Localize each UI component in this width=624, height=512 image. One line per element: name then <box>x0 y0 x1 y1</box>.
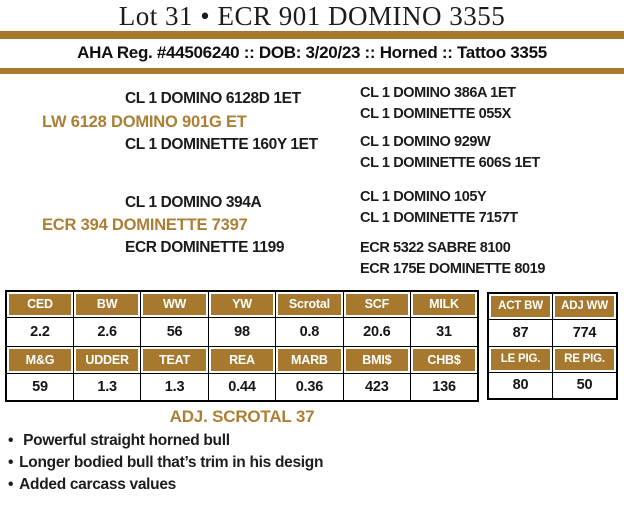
measure-value-row-2 <box>488 372 617 399</box>
epd-header-cell: BMI$ <box>343 346 410 373</box>
pedigree-dam-sire-dam: CL 1 DOMINETTE 7157T <box>360 210 518 226</box>
pedigree-dam-dam: ECR DOMINETTE 1199 <box>125 239 285 256</box>
measure-value-row-1 <box>488 319 617 346</box>
pedigree-dam-sire: CL 1 DOMINO 394A <box>125 194 262 211</box>
gold-divider-bottom <box>0 68 624 74</box>
measure-header-row-2 <box>488 346 617 372</box>
epd-value-cell: 136 <box>411 373 478 401</box>
epd-header-cell: BW <box>73 291 140 317</box>
page-title: Lot 31 • ECR 901 DOMINO 3355 <box>118 1 506 31</box>
epd-header-cell: CHB$ <box>411 346 478 373</box>
epd-value-cell: 59 <box>6 373 73 401</box>
epd-header-row-2 <box>6 346 478 373</box>
epd-header-cell: MILK <box>411 291 478 317</box>
pedigree-dam: ECR 394 DOMINETTE 7397 <box>42 216 248 234</box>
adj-scrotal-line: ADJ. SCROTAL 37 <box>169 407 315 426</box>
note-text: Powerful straight horned bull <box>23 432 230 449</box>
pedigree-sire-dam: CL 1 DOMINETTE 160Y 1ET <box>125 136 318 153</box>
note-text: Added carcass values <box>19 476 176 493</box>
measure-header-cell: LE PIG. <box>488 346 553 372</box>
measure-value-cell: 50 <box>553 372 618 399</box>
epd-value-cell: 0.8 <box>276 317 343 346</box>
measure-header-row-1 <box>488 293 617 319</box>
pedigree-dam-dam-dam: ECR 175E DOMINETTE 8019 <box>360 261 546 277</box>
epd-header-cell: YW <box>208 291 275 317</box>
epd-header-cell: Scrotal <box>276 291 343 317</box>
registration-line: AHA Reg. #44506240 :: DOB: 3/20/23 :: Horned :: Tattoo 3355 <box>77 43 547 62</box>
pedigree-sire-dam-dam: CL 1 DOMINETTE 606S 1ET <box>360 155 540 171</box>
epd-value-cell: 31 <box>411 317 478 346</box>
pedigree-sire-dam-sire: CL 1 DOMINO 929W <box>360 134 491 150</box>
epd-value-cell: 0.44 <box>208 373 275 401</box>
epd-value-row-1 <box>6 317 478 346</box>
measure-value-cell: 774 <box>553 319 618 346</box>
epd-value-row-2 <box>6 373 478 401</box>
measure-value-cell: 87 <box>488 319 553 346</box>
epd-value-cell: 20.6 <box>343 317 410 346</box>
pedigree-sire: LW 6128 DOMINO 901G ET <box>42 113 247 131</box>
epd-value-cell: 423 <box>343 373 410 401</box>
note-text: Longer bodied bull that’s trim in his design <box>19 454 324 471</box>
measurements-table <box>487 292 618 400</box>
pedigree-dam-dam-sire: ECR 5322 SABRE 8100 <box>360 240 511 256</box>
list-item <box>8 474 323 496</box>
notes-list <box>8 430 323 496</box>
epd-header-row-1 <box>6 291 478 317</box>
epd-header-cell: MARB <box>276 346 343 373</box>
epd-header-cell: SCF <box>343 291 410 317</box>
pedigree-sire-sire: CL 1 DOMINO 6128D 1ET <box>125 90 301 107</box>
epd-value-cell: 98 <box>208 317 275 346</box>
measure-header-cell: RE PIG. <box>553 346 618 372</box>
epd-header-cell: CED <box>6 291 73 317</box>
epd-value-cell: 2.2 <box>6 317 73 346</box>
epd-header-cell: REA <box>208 346 275 373</box>
measure-header-cell: ADJ WW <box>553 293 618 319</box>
bullet-icon: • <box>8 432 14 449</box>
pedigree-dam-sire-sire: CL 1 DOMINO 105Y <box>360 189 487 205</box>
epd-table <box>5 290 479 402</box>
measure-value-cell: 80 <box>488 372 553 399</box>
pedigree-sire-sire-dam: CL 1 DOMINETTE 055X <box>360 106 511 122</box>
list-item <box>8 452 323 474</box>
epd-value-cell: 56 <box>141 317 208 346</box>
epd-header-cell: M&G <box>6 346 73 373</box>
bullet-icon: • <box>8 454 14 471</box>
epd-value-cell: 1.3 <box>141 373 208 401</box>
measure-header-cell: ACT BW <box>488 293 553 319</box>
epd-header-cell: UDDER <box>73 346 140 373</box>
gold-divider-top <box>0 31 624 39</box>
epd-value-cell: 0.36 <box>276 373 343 401</box>
epd-value-cell: 2.6 <box>73 317 140 346</box>
epd-header-cell: TEAT <box>141 346 208 373</box>
bullet-icon: • <box>8 476 14 493</box>
list-item <box>8 430 323 452</box>
pedigree-sire-sire-sire: CL 1 DOMINO 386A 1ET <box>360 85 516 101</box>
epd-value-cell: 1.3 <box>73 373 140 401</box>
epd-header-cell: WW <box>141 291 208 317</box>
